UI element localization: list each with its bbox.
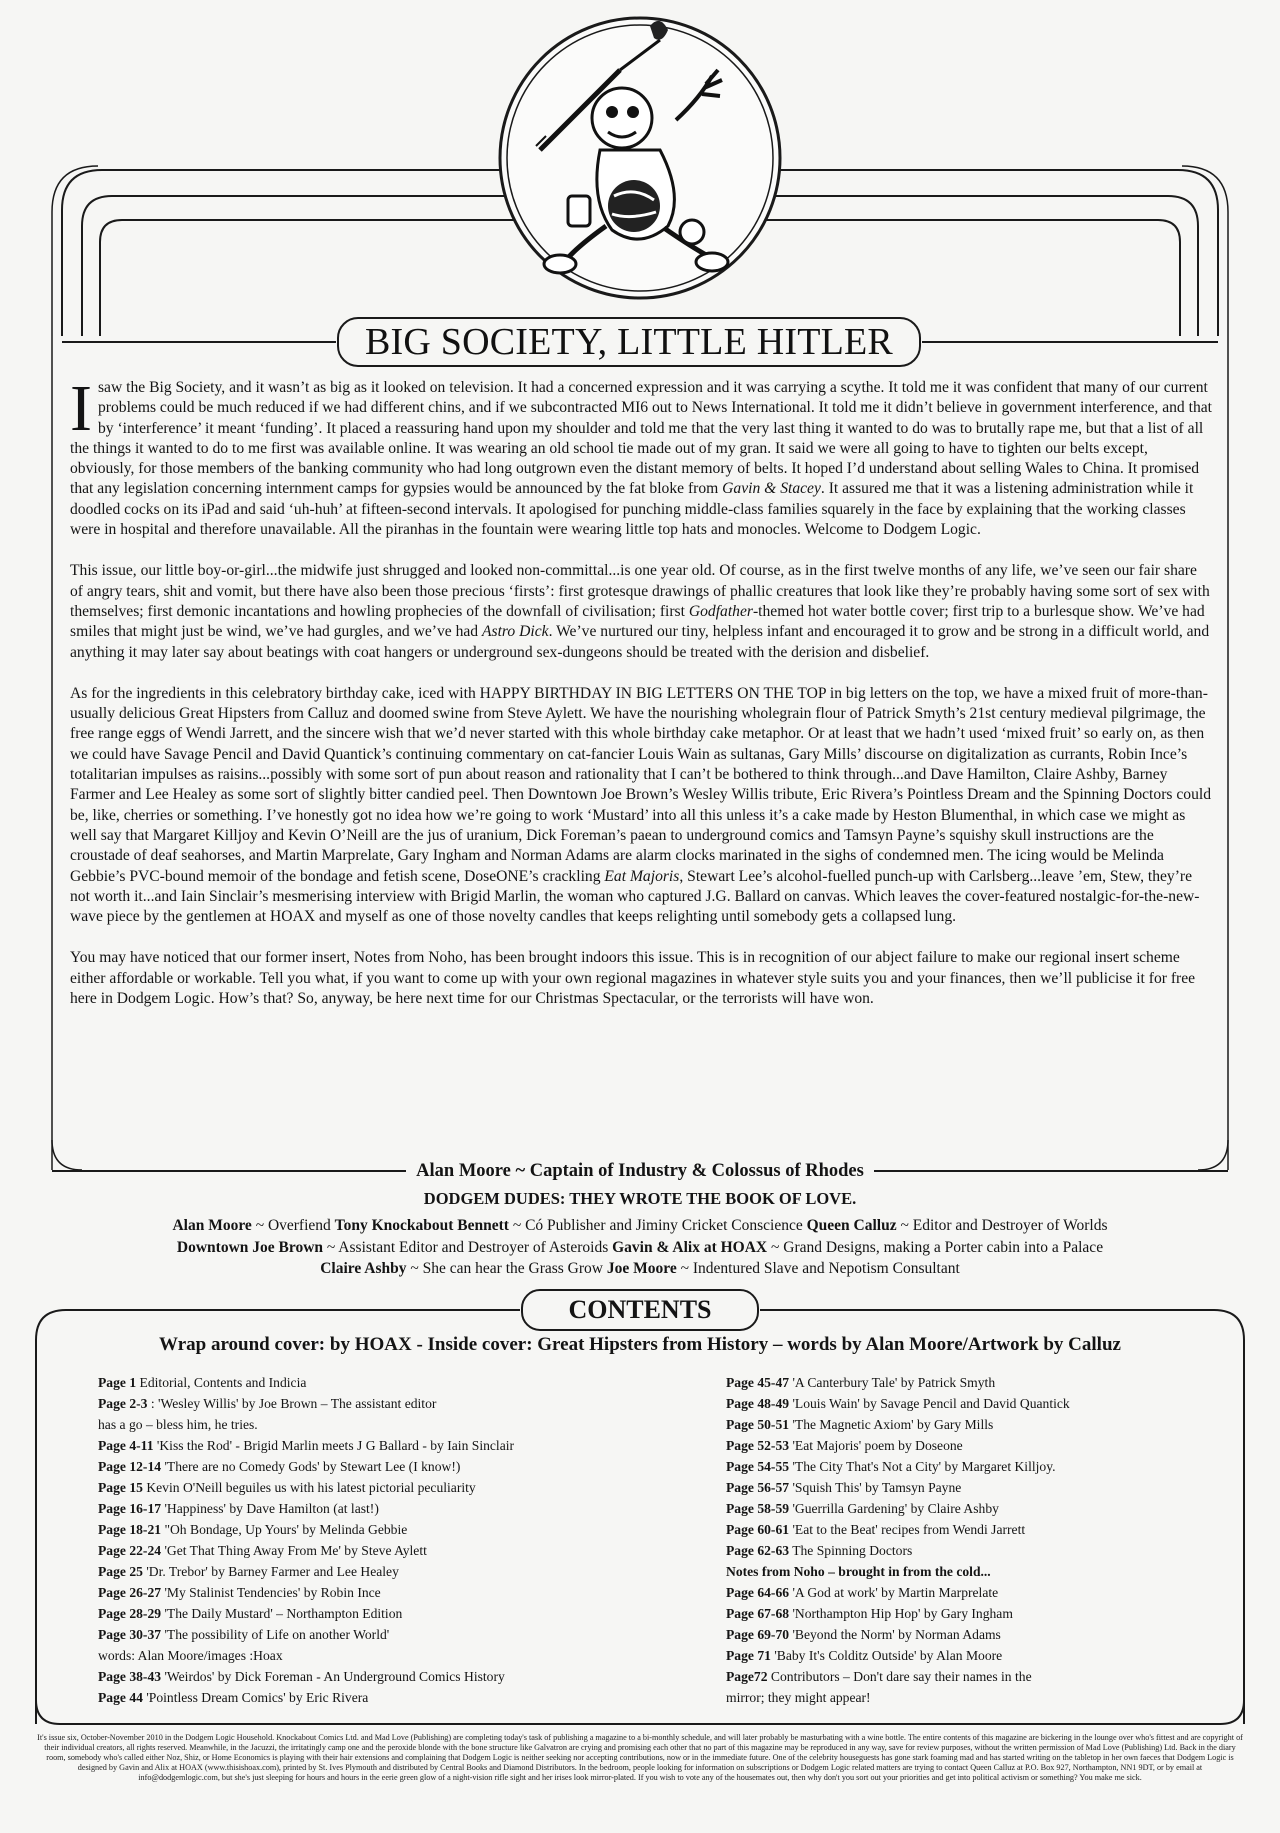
contents-page-number: Page 58-59 [726, 1501, 790, 1516]
contents-entry-title: 'Eat Majoris' poem by Doseone [789, 1438, 963, 1453]
contents-entry [98, 1603, 628, 1624]
contents-entry [726, 1645, 1186, 1666]
editorial-paragraph: I saw the Big Society, and it wasn’t as big as it looked on television. It had a concerned expression and it was carrying a scythe. It told me it was confident that many of our current problems could be much reduced if we had different chins, and if we subcontracted MI6 out to News International. It told me it didn’t believe in government interference, and that by ‘interference’ it meant ‘funding’. It placed a reassuring hand upon my shoulder and told me that the very last thing it wanted to do was to brutally rape me, but that a list of all the things it wanted to do to me first was available online. It was wearing an old school tie made out of my gran. It said we were all going to have to tighten our belts except, obviously, for those members of the banking community who had long outgrown even the distant memory of belts. It hoped I’d understand about selling Wales to China. It promised that any legislation concerning internment camps for gypsies would be announced by the fat bloke from Gavin & Stacey. It assured me that it was a listening administration while it doodled cocks on its iPad and said ‘uh-huh’ at fifteen-second intervals. It apologised for punching middle-class families squarely in the face by explaining that the working classes were in hospital and therefore unavailable. All the piranhas in the fountain were wearing little top hats and monocles. Welcome to Dodgem Logic. [70, 372, 1213, 539]
signoff-text: Alan Moore ~ Captain of Industry & Colossus of Rhodes [416, 1160, 864, 1181]
contents-page-number: Page 28-29 [98, 1606, 162, 1621]
contents-list-left [98, 1372, 628, 1708]
page-title: BIG SOCIETY, LITTLE HITLER [365, 321, 893, 363]
contents-page-number: Page 18-21 [98, 1522, 162, 1537]
contents-entry-title: 'The possibility of Life on another World' [161, 1627, 390, 1642]
contents-entry [726, 1624, 1186, 1645]
contents-page-number: Page 15 [98, 1480, 143, 1495]
credits-line: Claire Ashby ~ She can hear the Grass Grow Joe Moore ~ Indentured Slave and Nepotism Consultant [320, 1260, 960, 1277]
contents-page-number: Page 12-14 [98, 1459, 162, 1474]
contents-page-number: Page 48-49 [726, 1396, 790, 1411]
editorial-paragraph: This issue, our little boy-or-girl...the midwife just shrugged and looked non-committal...is one year old. Of course, as in the first twelve months of any life, we’ve seen our fair share of angry tears, shit and vomit, but there have also been those precious ‘firsts’: first grotesque drawings of phallic creatures that look like they’re probably having some sort of sex with themselves; first demonic incantations and howling prophecies of the downfall of civilisation; first Godfather-themed hot water bottle cover; first trip to a burlesque show. We’ve had smiles that might just be wind, we’ve had gurgles, and we’ve had Astro Dick. We’ve nurtured our tiny, helpless infant and encouraged it to grow and be strong in a difficult world, and anything it may later say about beatings with coat hangers or underground sex-dungeons should be treated with the derision and disbelief. [70, 562, 1210, 661]
contents-entry-title: 'Dr. Trebor' by Barney Farmer and Lee Healey [142, 1564, 399, 1579]
editorial-text [70, 372, 1213, 1030]
contents-page-number: Page 67-68 [726, 1606, 790, 1621]
contents-page-number: Page 62-63 [726, 1543, 790, 1558]
contents-page-number: Notes from Noho – brought in from the cold... [726, 1564, 991, 1579]
contents-entry [726, 1435, 1186, 1456]
contents-entry [726, 1456, 1186, 1477]
contents-entry-title: 'The Magnetic Axiom' by Gary Mills [789, 1417, 994, 1432]
contents-page-number: Page 60-61 [726, 1522, 790, 1537]
contents-entry [98, 1414, 628, 1435]
contents-entry-title: 'Pointless Dream Comics' by Eric Rivera [142, 1690, 369, 1705]
editorial-paragraph: As for the ingredients in this celebratory birthday cake, iced with HAPPY BIRTHDAY IN BIG LETTERS ON THE TOP in big letters on the top, we have a mixed fruit of more-than-usually delicious Great Hipsters from Calluz and doomed swine from Steve Aylett. We have the nourishing wholegrain flour of Patrick Smyth’s 21st century medieval pilgrimage, the free range eggs of Wendi Jarrett, and the sincere wish that we’d never started with this whole birthday cake metaphor. Or at least that we hadn’t used ‘mixed fruit’ so early on, as then we could have Savage Pencil and David Quantick’s continuing commentary on cat-fancier Louis Wain as sultanas, Gary Mills’ discourse on digitalization as currants, Robin Ince’s totalitarian impulses as raisins...possibly with some sort of pun about reason and rationality that I can’t be bothered to think through...and Dave Hamilton, Claire Ashby, Barney Farmer and Lee Healey as some sort of slightly bitter candied peel. Then Downtown Joe Brown’s Wesley Willis tribute, Eric Rivera’s Pointless Dream and the Spinning Doctors could be, like, cherries or something. I’ve honestly got no idea how we’re going to work ‘Mustard’ into all this unless it’s a cake made by Heston Blumenthal, in which case we might as well say that Margaret Killjoy and Kevin O’Neill are the jus of uranium, Dick Foreman’s paean to underground comics and Tamsyn Payne’s squishy skull instructions are the croustade of deaf seahorses, and Martin Marprelate, Gary Ingham and Norman Adams are alarm clocks marinated in the sighs of condemned men. The icing would be Melinda Gebbie’s PVC-bound memoir of the bondage and fetish scene, DoseONE’s crackling Eat Majoris, Stewart Lee’s alcohol-fuelled punch-up with Carlsberg...leave ’em, Stew, they’re not worth it...and Iain Sinclair’s mesmerising interview with Brigid Marlin, the woman who captured J.G. Ballard on canvas. Which leaves the cover-featured nostalgic-for-the-new-wave piece by the gentlemen at HOAX and myself as one of those novelty candles that keeps relighting until somebody gets a collapsed lung. [70, 684, 1211, 926]
contents-page-number: Page 22-24 [98, 1543, 162, 1558]
contents-entry-title: mirror; they might appear! [726, 1690, 871, 1705]
contents-entry [98, 1477, 628, 1498]
indicia-fine-print: It's issue six, October-November 2010 in the Dodgem Logic Household. Knockabout Comics Ltd. and Mad Love (Publishing) are completing today's task of publishing a magazine to a bi-monthly schedule, and will later probably be masturbating with a wine bottle. The entire contents of this magazine are bickering in the lounge over who's fittest and are copyright of their individual creators, all rights reserved. Meanwhile, in the Jacuzzi, the irritatingly camp one and the peroxide blonde with the bone structure like Galvatron are crying and promising each other that no part of this magazine may be reproduced in any way, save for review purposes, without the written permission of Mad Love (Publishing) Ltd. Back in the diary room, somebody who's called either Noz, Shiz, or Home Economics is playing with their hair extensions and complaining that Dodgem Logic is neither seeking nor accepting contributions, now or in the immediate future. One of the celebrity houseguests has gone stark foaming mad and has started writing on the tabletop in her own faeces that Dodgem Logic is designed by Gavin and Alix at HOAX (www.thisishoax.com), printed by St. Ives Plymouth and distributed by Central Books and Diamond Distributors. In the bedroom, people looking for information on subscriptions or Dodgem Logic related matters are trying to contact Queen Calluz at P.O. Box 927, Northampton, NN1 9DT, or by email at info@dodgemlogic.com, but she's just sleeping for hours and hours in the eerie green glow of a night-vision rifle sight and her irises look mirror-plated. If you wish to vote any of the housemates out, then why don't you sort out your priorities and get into political activism or something? You make me sick. [37, 1733, 1243, 1782]
contents-page-number: Page 64-66 [726, 1585, 790, 1600]
contents-entry [726, 1372, 1186, 1393]
contents-entry [726, 1666, 1186, 1687]
contents-entry [98, 1687, 628, 1708]
contents-entry-title: 'There are no Comedy Gods' by Stewart Lee (I know!) [161, 1459, 461, 1474]
contents-entry-title: 'Get That Thing Away From Me' by Steve Aylett [161, 1543, 427, 1558]
contents-page-number: Page 44 [98, 1690, 143, 1705]
contents-page-number: Page 25 [98, 1564, 143, 1579]
credits-heading: DODGEM DUDES: THEY WROTE THE BOOK OF LOVE. [423, 1189, 857, 1208]
contents-heading: CONTENTS [568, 1295, 712, 1324]
contents-page-number: Page 26-27 [98, 1585, 162, 1600]
contents-list-right [726, 1372, 1186, 1708]
contents-page-number: Page 2-3 [98, 1396, 148, 1411]
contents-entry-title: 'Squish This' by Tamsyn Payne [789, 1480, 962, 1495]
contents-entry [98, 1393, 628, 1414]
contents-page-number: Page72 [726, 1669, 768, 1684]
contents-entry [98, 1435, 628, 1456]
contents-entry [98, 1372, 628, 1393]
contents-page-number: Page 38-43 [98, 1669, 162, 1684]
contents-entry-title: 'Louis Wain' by Savage Pencil and David Quantick [789, 1396, 1070, 1411]
contents-entry-title: Editorial, Contents and Indicia [136, 1375, 307, 1390]
contents-page-number: Page 4-11 [98, 1438, 154, 1453]
contents-entry-title: 'Kiss the Rod' - Brigid Marlin meets J G Ballard - by Iain Sinclair [153, 1438, 515, 1453]
contents-entry-title: 'Weirdos' by Dick Foreman - An Underground Comics History [161, 1669, 505, 1684]
contents-entry [98, 1519, 628, 1540]
contents-entry [98, 1540, 628, 1561]
contents-entry [98, 1645, 628, 1666]
contents-page-number: Page 54-55 [726, 1459, 790, 1474]
editorial-signoff [52, 1157, 1228, 1185]
logo-emblem-icon [500, 18, 780, 298]
cover-credits: Wrap around cover: by HOAX - Inside cover: Great Hipsters from History – words by Alan Moore/Artwork by Calluz [159, 1334, 1121, 1355]
editorial-paragraph: You may have noticed that our former insert, Notes from Noho, has been brought indoors this issue. This is in recognition of our abject failure to make our regional insert scheme either affordable or workable. Tell you what, if you want to come up with your own regional magazines in whatever style suits you and your finances, then we’ll publicise it for free here in Dodgem Logic. How’s that? So, anyway, be here next time for our Christmas Spectacular, or the terrorists will have won. [70, 949, 1196, 1008]
contents-entry [726, 1540, 1186, 1561]
contents-page-number: Page 69-70 [726, 1627, 790, 1642]
contents-entry-title: 'A God at work' by Martin Marprelate [789, 1585, 999, 1600]
contents-entry [726, 1477, 1186, 1498]
contents-entry-title: 'A Canterbury Tale' by Patrick Smyth [789, 1375, 996, 1390]
contents-entry [726, 1687, 1186, 1708]
contents-entry [726, 1603, 1186, 1624]
credits-line: Downtown Joe Brown ~ Assistant Editor and Destroyer of Asteroids Gavin & Alix at HOAX ~ Grand Designs, making a Porter cabin into a Palace [176, 1238, 1104, 1256]
contents-entry [98, 1666, 628, 1687]
contents-entry-title: 'The City That's Not a City' by Margaret Killjoy. [789, 1459, 1056, 1474]
contents-page-number: Page 45-47 [726, 1375, 790, 1390]
divider [874, 1170, 1228, 1172]
contents-entry-title: has a go – bless him, he tries. [98, 1417, 258, 1432]
contents-page-number: Page 71 [726, 1648, 771, 1663]
contents-entry-title: Contributors – Don't dare say their names in the [767, 1669, 1032, 1684]
contents-entry [98, 1561, 628, 1582]
contents-entry-title: 'My Stalinist Tendencies' by Robin Ince [161, 1585, 381, 1600]
contents-entry-title: 'Northampton Hip Hop' by Gary Ingham [789, 1606, 1013, 1621]
contents-page-number: Page 56-57 [726, 1480, 790, 1495]
contents-entry-title: words: Alan Moore/images :Hoax [98, 1648, 283, 1663]
contents-entry [726, 1582, 1186, 1603]
contents-entry [726, 1561, 1186, 1582]
drop-cap: I [70, 372, 92, 445]
contents-entry [98, 1456, 628, 1477]
contents-page-number: Page 50-51 [726, 1417, 790, 1432]
contents-entry [98, 1624, 628, 1645]
staff-credits [40, 1215, 1240, 1280]
contents-entry-title: 'Happiness' by Dave Hamilton (at last!) [161, 1501, 379, 1516]
contents-entry-title: 'The Daily Mustard' – Northampton Edition [161, 1606, 403, 1621]
contents-entry-title: Kevin O'Neill beguiles us with his latest pictorial peculiarity [142, 1480, 476, 1495]
credits-line: Alan Moore ~ Overfiend Tony Knockabout Bennett ~ Có Publisher and Jiminy Cricket Conscience Queen Calluz ~ Editor and Destroyer of Worlds [172, 1217, 1108, 1234]
contents-entry-title: 'Beyond the Norm' by Norman Adams [789, 1627, 1001, 1642]
contents-entry [98, 1582, 628, 1603]
contents-entry-title: 'Eat to the Beat' recipes from Wendi Jarrett [789, 1522, 1026, 1537]
divider [52, 1170, 406, 1172]
contents-page-number: Page 52-53 [726, 1438, 790, 1453]
contents-entry-title: "Oh Bondage, Up Yours' by Melinda Gebbie [161, 1522, 408, 1537]
contents-entry-title: 'Baby It's Colditz Outside' by Alan Moore [770, 1648, 1003, 1663]
contents-entry [726, 1393, 1186, 1414]
contents-entry-title: 'Guerrilla Gardening' by Claire Ashby [789, 1501, 999, 1516]
contents-page-number: Page 16-17 [98, 1501, 162, 1516]
contents-entry-title: The Spinning Doctors [789, 1543, 913, 1558]
contents-entry [726, 1498, 1186, 1519]
contents-entry [98, 1498, 628, 1519]
contents-page-number: Page 30-37 [98, 1627, 162, 1642]
contents-page-number: Page 1 [98, 1375, 137, 1390]
contents-entry [726, 1519, 1186, 1540]
contents-entry-title: : 'Wesley Willis' by Joe Brown – The assistant editor [147, 1396, 437, 1411]
contents-entry [726, 1414, 1186, 1435]
